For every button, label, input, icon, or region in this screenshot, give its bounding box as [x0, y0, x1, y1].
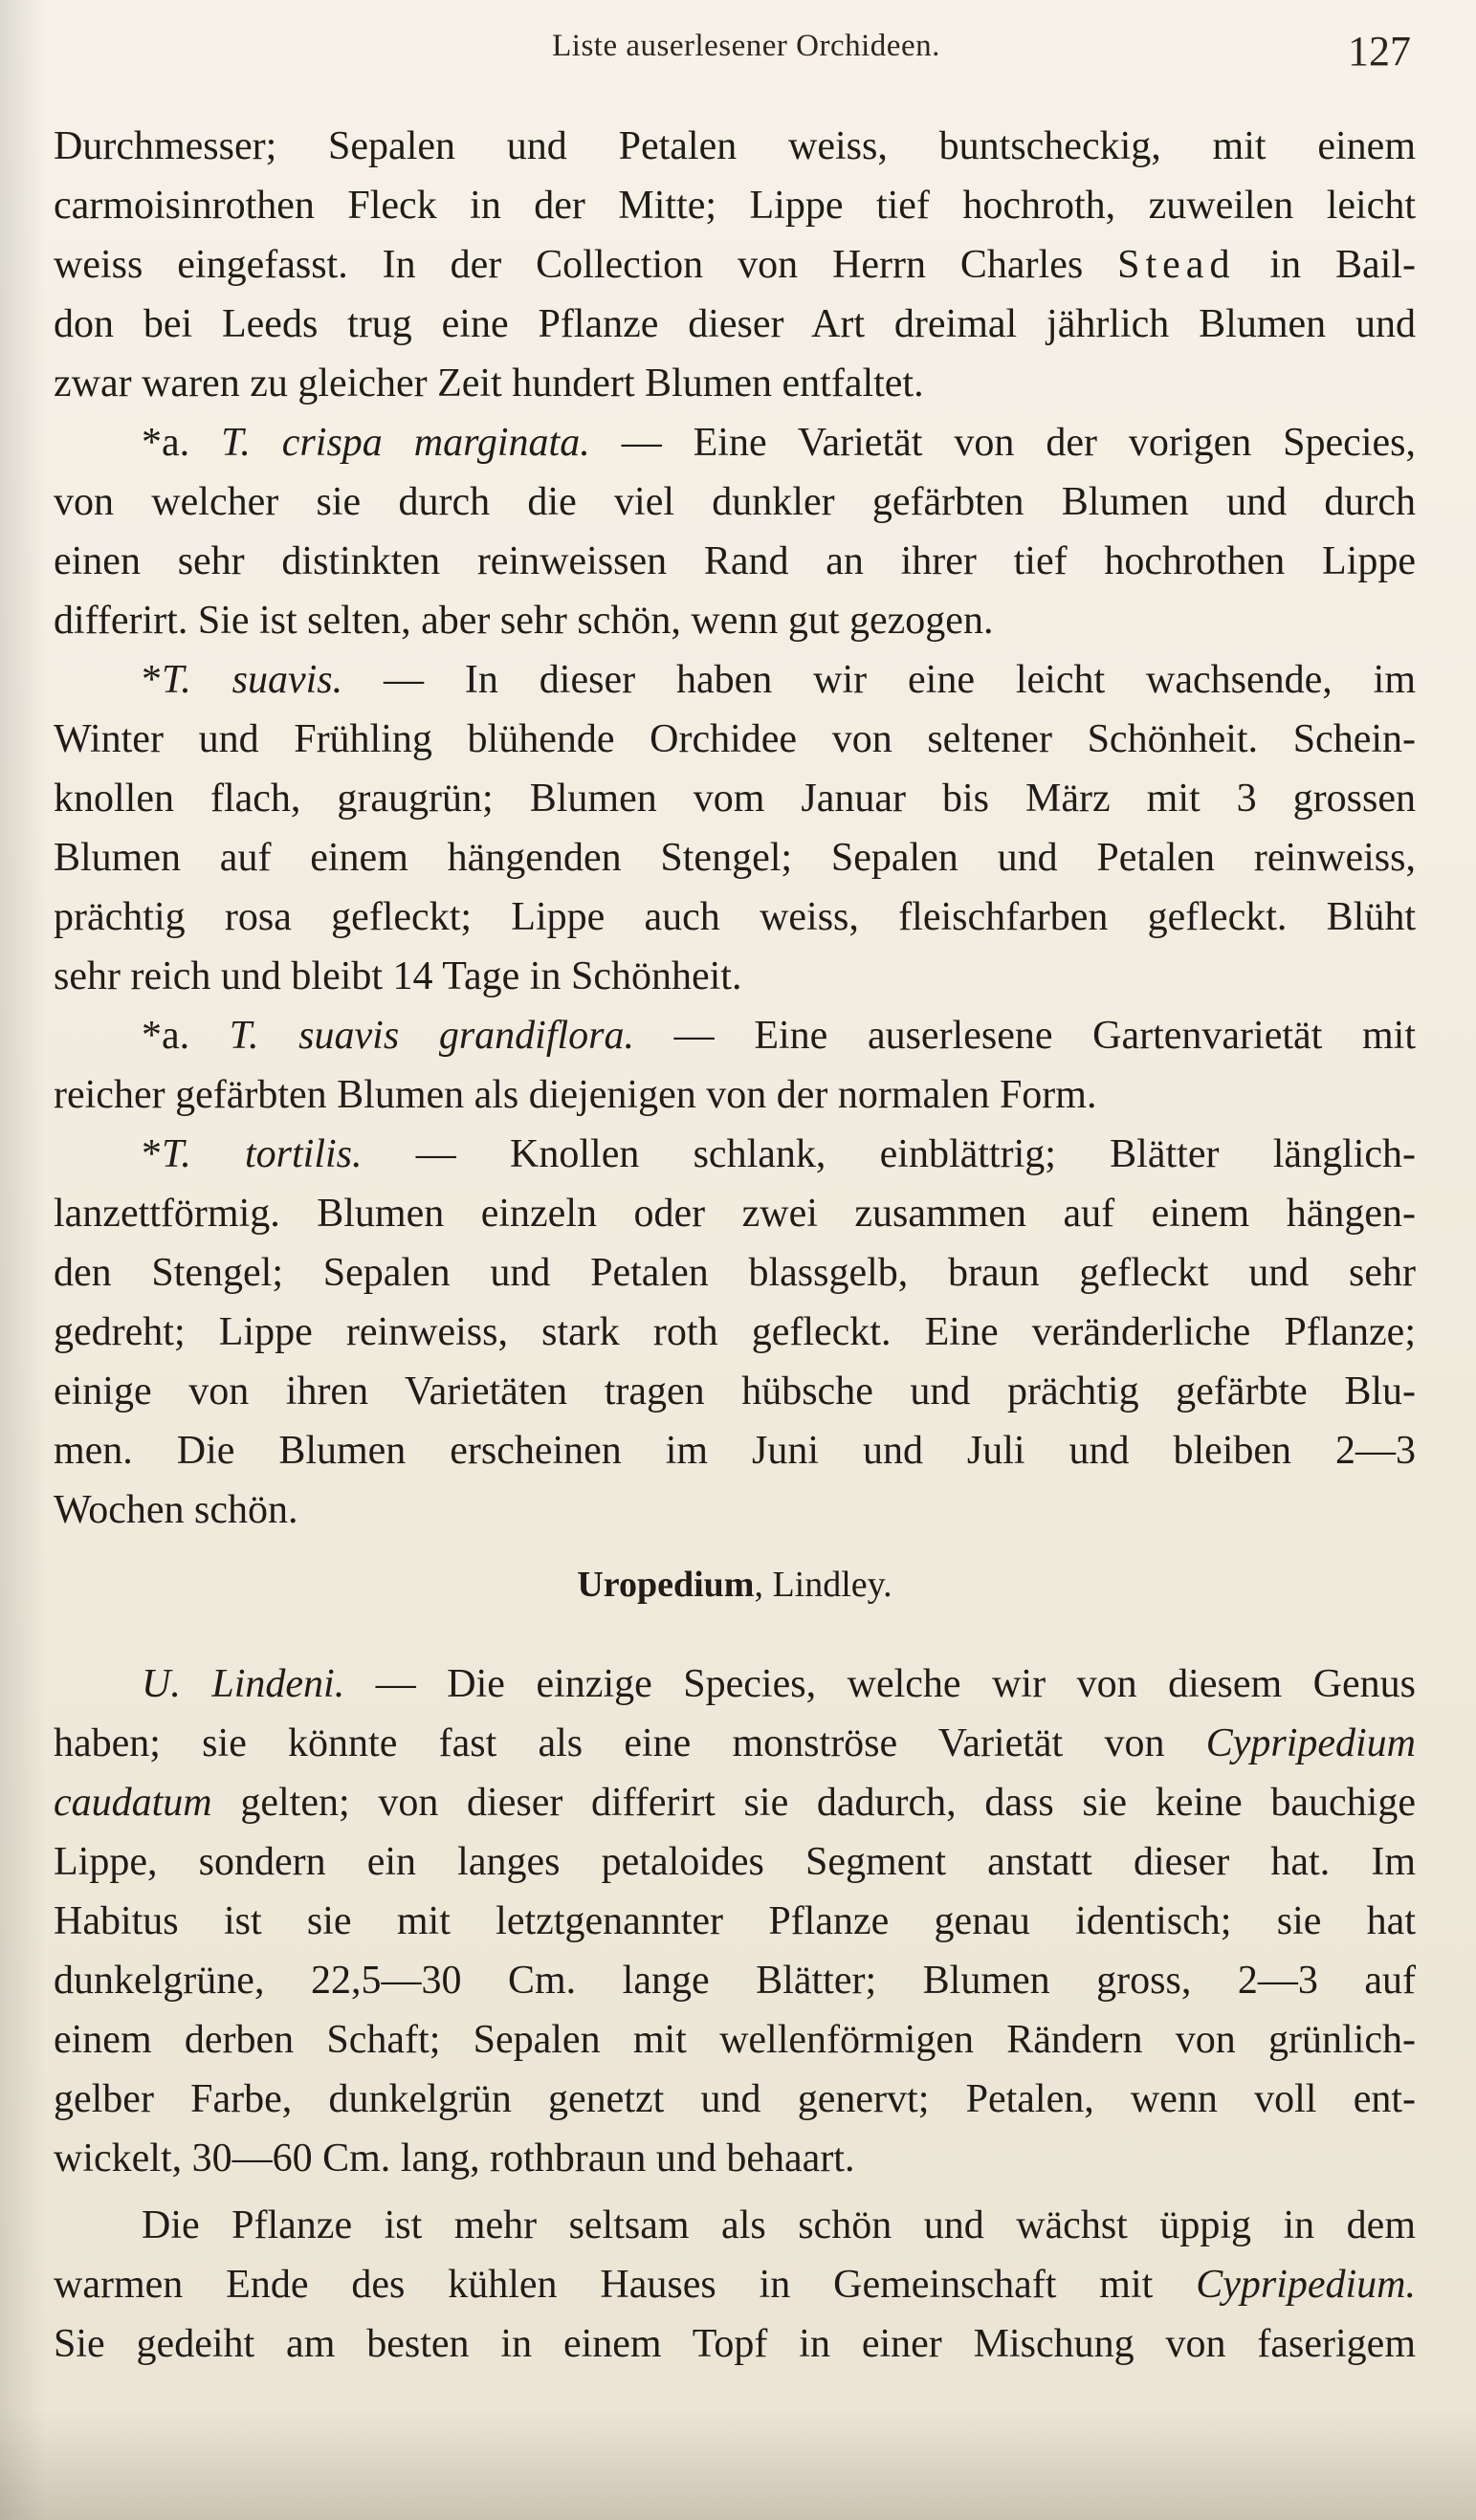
text-line: einen sehr distinkten reinweissen Rand an ihrer tief hochrothen Lippe: [54, 539, 1416, 583]
text-line: Habitus ist sie mit letztgenannter Pflanze genau identisch; sie hat: [54, 1899, 1416, 1943]
page-number: 127: [1348, 28, 1411, 75]
text-run: gelten; von dieser differirt sie dadurch, dass sie keine bauchige: [211, 1781, 1416, 1825]
species-entry-suavis: [54, 650, 1416, 1006]
text-run: — Knollen schlank, einblättrig; Blätter länglich-: [362, 1132, 1416, 1176]
species-entry-lindeni: [54, 1654, 1416, 2188]
person-name: Stead: [1117, 243, 1236, 287]
paragraph-gap: [54, 2188, 1416, 2196]
text-line: sehr reich und bleibt 14 Tage in Schönheit.: [54, 954, 742, 998]
text-line: Sie gedeiht am besten in einem Topf in einer Mischung von faserigem: [54, 2322, 1416, 2366]
entry-marker: *a.: [142, 421, 222, 465]
species-name: T. crispa marginata.: [221, 421, 590, 465]
text-run: — Eine auserlesene Gartenvarietät mit: [634, 1014, 1416, 1058]
genus-author: , Lindley.: [754, 1565, 892, 1605]
genus-reference: Cypripedium: [1205, 1721, 1416, 1765]
text-line: den Stengel; Sepalen und Petalen blassgelb, braun gefleckt und sehr: [54, 1251, 1416, 1295]
text-run: — Eine Varietät von der vorigen Species,: [589, 421, 1416, 465]
text-line: wickelt, 30—60 Cm. lang, rothbraun und behaart.: [54, 2137, 855, 2180]
text-line: differirt. Sie ist selten, aber sehr schön, wenn gut gezogen.: [54, 599, 994, 643]
text-line: [54, 650, 1416, 710]
cultivation-paragraph: [54, 2196, 1416, 2374]
text-line: [54, 413, 1416, 472]
text-line: gedreht; Lippe reinweiss, stark roth gefleckt. Eine veränderliche Pflanze;: [54, 1310, 1416, 1354]
text-line: dunkelgrüne, 22,5—30 Cm. lange Blätter; Blumen gross, 2—3 auf: [54, 1959, 1416, 2003]
text-line: lanzettförmig. Blumen einzeln oder zwei zusammen auf einem hängen-: [54, 1192, 1416, 1236]
page-body: [54, 117, 1416, 2374]
genus-name: Uropedium: [577, 1565, 755, 1605]
text-line: [54, 235, 1416, 295]
entry-marker: *: [142, 1132, 162, 1176]
running-title: Liste auserlesener Orchideen.: [552, 29, 940, 63]
text-line: reicher gefärbten Blumen als diejenigen von der normalen Form.: [54, 1073, 1097, 1117]
text-line: Blumen auf einem hängenden Stengel; Sepalen und Petalen reinweiss,: [54, 836, 1416, 880]
text-line: [54, 1773, 1416, 1832]
genus-heading: [54, 1555, 1416, 1614]
text-line: men. Die Blumen erscheinen im Juni und Juli und bleiben 2—3: [54, 1429, 1416, 1473]
text-run: weiss eingefasst. In der Collection von Herrn Charles: [54, 243, 1118, 287]
species-entry-suavis-grandiflora: [54, 1006, 1416, 1125]
text-line: von welcher sie durch die viel dunkler gefärbten Blumen und durch: [54, 480, 1416, 524]
species-name: T. tortilis.: [162, 1132, 363, 1176]
text-line: carmoisinrothen Fleck in der Mitte; Lippe tief hochroth, zuweilen leicht: [54, 184, 1416, 228]
paragraph-continuation: [54, 117, 1416, 413]
text-line: Lippe, sondern ein langes petaloides Segment anstatt dieser hat. Im: [54, 1840, 1416, 1884]
text-run: in Bail-: [1235, 243, 1416, 287]
species-entry-tortilis: [54, 1125, 1416, 1540]
text-run: haben; sie könnte fast als eine monströse Varietät von: [54, 1721, 1206, 1765]
species-name: U. Lindeni.: [142, 1662, 345, 1706]
text-line: knollen flach, graugrün; Blumen vom Januar bis März mit 3 grossen: [54, 777, 1416, 821]
text-line: gelber Farbe, dunkelgrün genetzt und genervt; Petalen, wenn voll ent-: [54, 2077, 1416, 2121]
text-line: [54, 1125, 1416, 1184]
species-name: T. suavis grandiflora.: [229, 1014, 635, 1058]
text-line: Wochen schön.: [54, 1488, 298, 1532]
text-line: prächtig rosa gefleckt; Lippe auch weiss, fleischfarben gefleckt. Blüht: [54, 895, 1416, 939]
text-line: Die Pflanze ist mehr seltsam als schön und wächst üppig in dem: [142, 2203, 1416, 2247]
text-line: Durchmesser; Sepalen und Petalen weiss, buntscheckig, mit einem: [54, 124, 1416, 168]
text-line: zwar waren zu gleicher Zeit hundert Blumen entfaltet.: [54, 362, 924, 405]
species-reference: caudatum: [54, 1781, 212, 1825]
text-line: [54, 1006, 1416, 1065]
text-line: einige von ihren Varietäten tragen hübsche und prächtig gefärbte Blu-: [54, 1370, 1416, 1413]
text-line: einem derben Schaft; Sepalen mit wellenförmigen Rändern von grünlich-: [54, 2018, 1416, 2062]
text-line: [54, 1714, 1416, 1773]
genus-reference: Cypripedium.: [1196, 2263, 1416, 2307]
text-run: warmen Ende des kühlen Hauses in Gemeinschaft mit: [54, 2263, 1197, 2307]
page-header: [0, 29, 1476, 86]
text-run: — Die einzige Species, welche wir von diesem Genus: [344, 1662, 1416, 1706]
species-name: T. suavis.: [162, 658, 343, 702]
text-line: Winter und Frühling blühende Orchidee von seltener Schönheit. Schein-: [54, 717, 1416, 761]
text-run: — In dieser haben wir eine leicht wachsende, im: [342, 658, 1416, 702]
entry-marker: *: [142, 658, 162, 702]
species-entry-crispa-marginata: [54, 413, 1416, 650]
text-line: don bei Leeds trug eine Pflanze dieser Art dreimal jährlich Blumen und: [54, 302, 1416, 346]
text-line: [54, 2255, 1416, 2314]
entry-marker: *a.: [142, 1014, 230, 1058]
text-line: [54, 1654, 1416, 1714]
